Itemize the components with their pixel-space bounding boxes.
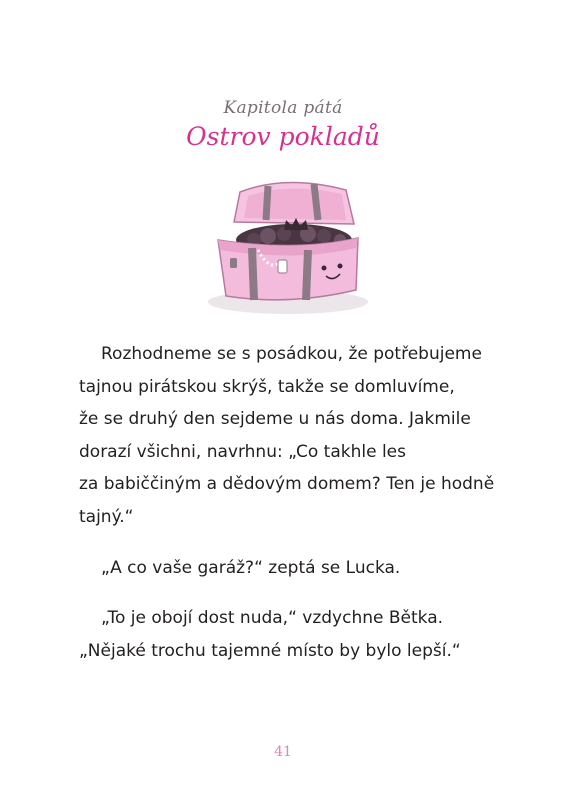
treasure-chest-icon [196,178,376,316]
story-line: „To je obojí dost nuda,“ vzdychne Bětka. [101,608,444,629]
chapter-header [0,98,566,154]
story-line: za babiččiným a dědovým domem? Ten je hodně [79,474,495,495]
story-line: Rozhodneme se s posádkou, že potřebujeme [101,344,482,364]
story-line: tajnou pirátskou skrýš, takže se domluvíme, [79,376,455,397]
page-number: 41 [274,744,292,760]
story-line: že se druhý den sejdeme u nás doma. Jakmile [79,409,471,430]
chapter-label: Kapitola pátá [223,98,343,118]
story-text [79,338,499,667]
story-line: „A co vaše garáž?“ zeptá se Lucka. [101,557,401,578]
story-line: dorazí všichni, navrhnu: „Co takhle les [79,441,406,462]
story-line: „Nějaké trochu tajemné místo by bylo lepší.“ [79,640,461,661]
story-line: tajný.“ [79,506,134,527]
chapter-title: Ostrov pokladů [186,122,380,151]
